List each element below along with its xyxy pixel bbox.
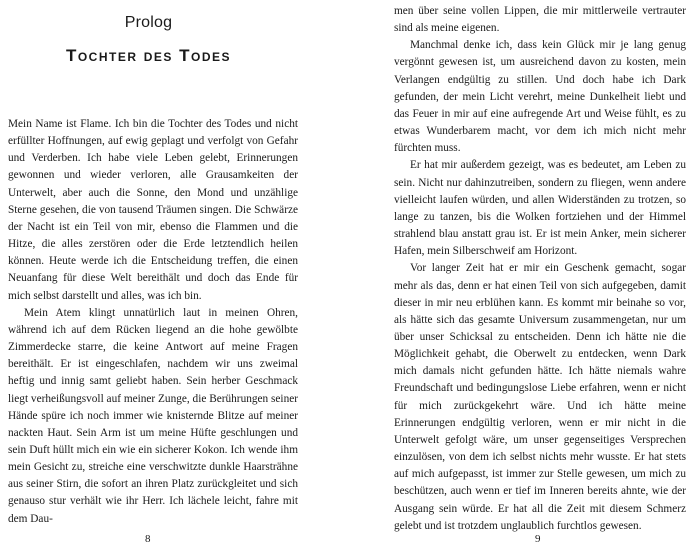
page-number-left: 8 bbox=[145, 533, 151, 545]
paragraph: Manchmal denke ich, dass kein Glück mir je lang genug vergönnt gewesen ist, um ausreichend davon zu kosten, mein Verlangen endgültig zu stillen. Und doch habe ich Dark gefunden, der mein Licht verehrt, meine Dunkelheit liebt und das Feuer in mir auf eine aufregende Art und Weise fühlt, es zu etwas Wunderbarem macht, vor dem ich mich nicht mehr fürchten muss. bbox=[394, 39, 686, 155]
chapter-title: Tochter des Todes bbox=[65, 46, 232, 65]
paragraph: men über seine vollen Lippen, die mir mittlerweile vertrauter sind als meine eigenen. bbox=[394, 5, 686, 35]
right-page bbox=[349, 0, 697, 557]
paragraph: Mein Atem klingt unnatürlich laut in meinen Ohren, während ich auf dem Rücken liegend an die hohe gewölbte Zimmerdecke starre, die keine Antwort auf meine Fragen bereithält. Er ist eingeschlafen, nachdem wir uns zweimal heftig und innig samt geliebt haben. Sein herber Geschmack liegt verheißungsvoll auf meiner Zunge, die Berührungen seiner Hände spüre ich noch immer wie knisternde Blitze auf meiner nackten Haut. Sein Arm ist um meine Hüfte geschlungen und sein Duft hüllt mich ein wie ein sicherer Kokon. Ich wende ihm mein Gesicht zu, streiche eine verschwitzte dunkle Haarsträhne aus seiner Stirn, die sofort an ihren Platz zurückgleitet und sich genauso stur verhält wie ihr Herr. Ich lächele leicht, fahre mit dem Dau- bbox=[8, 306, 298, 525]
left-body-text bbox=[8, 116, 298, 528]
right-body-text bbox=[394, 3, 686, 535]
chapter-label: Prolog bbox=[124, 14, 173, 31]
page-number-right: 9 bbox=[535, 533, 541, 545]
paragraph: Vor langer Zeit hat er mir ein Geschenk gemacht, sogar mehr als das, denn er hat einen Teil von sich aufgegeben, damit dieser in mir neu erblühen kann. Es kommt mir beinahe so vor, als hätte sich das gesamte Universum zusammengetan, nur um über unser Schicksal zu entscheiden. Denn ich hätte nie die Möglichkeit gehabt, die Oberwelt zu entdecken, wenn Dark mich damals nicht gefunden hätte. Ich hätte niemals wahre Freundschaft und bedingungslose Liebe erfahren, wenn er nicht für mich zurückgekehrt wäre. Und ich hätte meine Erinnerungen endgültig verloren, wenn er mir nicht in die Unterwelt gefolgt wäre, um unser gegenseitiges Versprechen einzulösen, von dem ich selbst nichts mehr wusste. Er hat stets auf mich aufgepasst, ist immer zur Stelle gewesen, um mich zu beschützen, auch wenn er tief im Inneren bereits ahnte, wie der Ausgang sein würde. Er hat all die Zeit mit diesem Schmerz gelebt und ist trotzdem unglaublich furchtlos gewesen. bbox=[394, 262, 686, 532]
left-page bbox=[0, 0, 348, 557]
paragraph: Er hat mir außerdem gezeigt, was es bedeutet, am Leben zu sein. Nicht nur dahinzutreiben, sondern zu fliegen, wenn andere vielleicht laufen würden, und allen Widerständen zu trotzen, so lange zu tanzen, bis die Wolken fortziehen und der Himmel strahlend blau anstatt grau ist. Er ist mein Anker, mein sicherer Hafen, mein Silberschweif am Horizont. bbox=[394, 159, 686, 258]
paragraph: Mein Name ist Flame. Ich bin die Tochter des Todes und nicht erfüllter Hoffnungen, auf ewig geplagt und verfolgt von Gefahr und Verderben. Ich habe viele Leben gelebt, Erinnerungen gewonnen und wieder verloren, alle Grausamkeiten der Unterwelt, aber auch die Sonne, den Mond und unzählige Sterne gesehen, die von tausend Träumen singen. Die Schwärze der Nacht ist ein Teil von mir, ebenso die Flammen und die Hitze, die alles zerstören oder die Erde letztendlich heilen können. Heute werde ich die Entscheidung treffen, die einen Neuanfang für diese Welt bereithält und doch das Ende für mich selbst darstellt und alles, was ich bin. bbox=[8, 118, 298, 302]
